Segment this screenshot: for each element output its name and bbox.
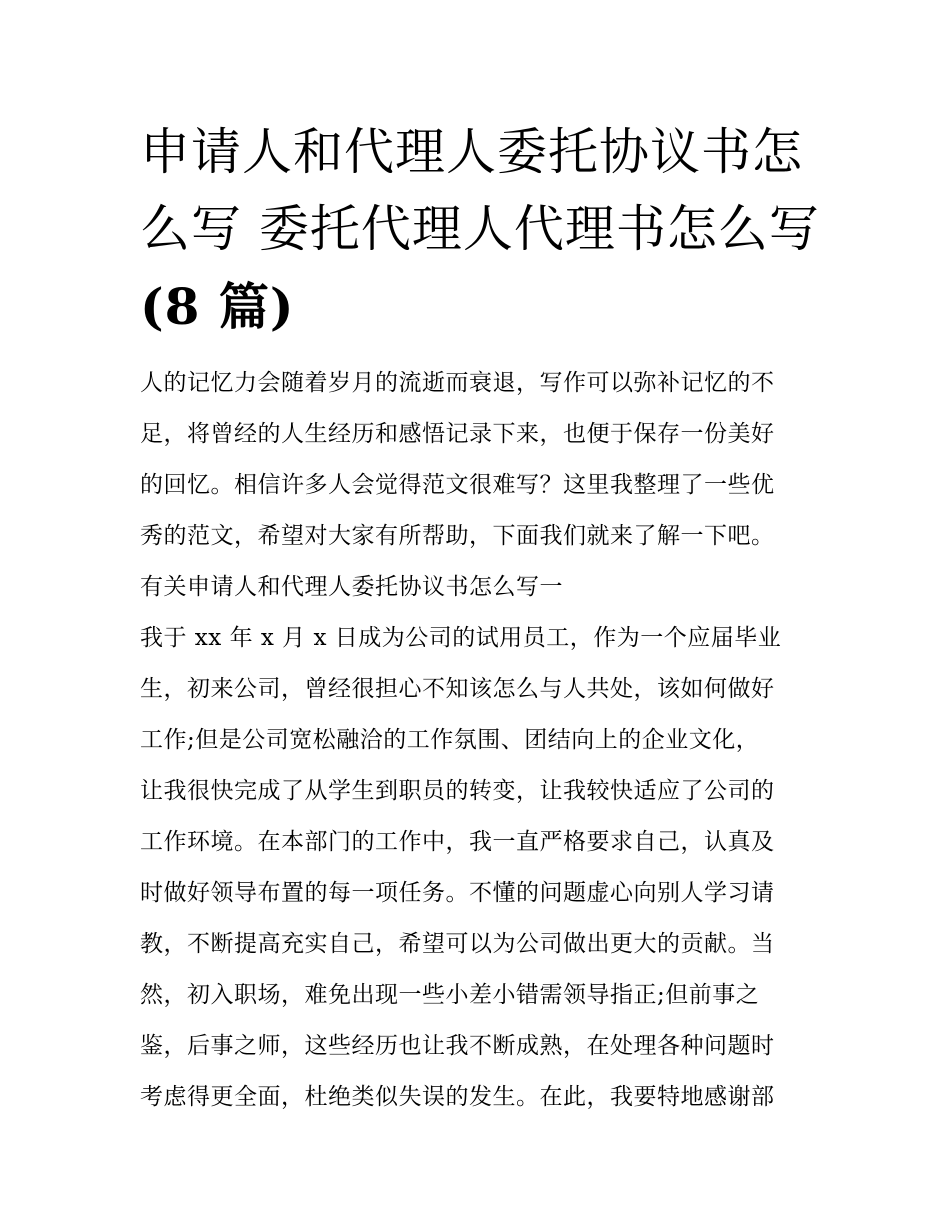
title-line-3: (8 篇): [140, 277, 295, 336]
paragraph-line: 鉴，后事之师，这些经历也让我不断成熟，在处理各种问题时: [140, 1033, 775, 1059]
intro-line: 人的记忆力会随着岁月的流逝而衰退，写作可以弥补记忆的不: [140, 370, 775, 396]
paragraph-line: 让我很快完成了从学生到职员的转变，让我较快适应了公司的: [140, 778, 775, 804]
paragraph-line: 我于 xx 年 x 月 x 日成为公司的试用员工，作为一个应届毕业: [140, 625, 782, 651]
title-line-2: 么写 委托代理人代理书怎么写: [140, 200, 820, 258]
intro-line: 足，将曾经的人生经历和感悟记录下来，也便于保存一份美好: [140, 421, 775, 447]
document-body: [140, 358, 820, 1123]
paragraph-line: 生，初来公司，曾经很担心不知该怎么与人共处，该如何做好: [140, 676, 775, 702]
paragraph-line: 教，不断提高充实自己，希望可以为公司做出更大的贡献。当: [140, 931, 775, 957]
paragraph-line: 工作环境。在本部门的工作中，我一直严格要求自己，认真及: [140, 829, 775, 855]
intro-line: 秀的范文，希望对大家有所帮助，下面我们就来了解一下吧。: [140, 523, 775, 549]
paragraph-line: 然，初入职场，难免出现一些小差小错需领导指正;但前事之: [140, 982, 760, 1008]
paragraph-line: 工作;但是公司宽松融洽的工作氛围、团结向上的企业文化，: [140, 727, 760, 753]
paragraph-line: 时做好领导布置的每一项任务。不懂的问题虚心向别人学习请: [140, 880, 775, 906]
paragraph-line: 考虑得更全面，杜绝类似失误的发生。在此，我要特地感谢部: [140, 1084, 775, 1110]
intro-line: 的回忆。相信许多人会觉得范文很难写？这里我整理了一些优: [140, 472, 775, 498]
document-title: [140, 114, 820, 345]
section-heading: 有关申请人和代理人委托协议书怎么写一: [140, 574, 563, 600]
title-line-1: 申请人和代理人委托协议书怎: [140, 123, 803, 181]
